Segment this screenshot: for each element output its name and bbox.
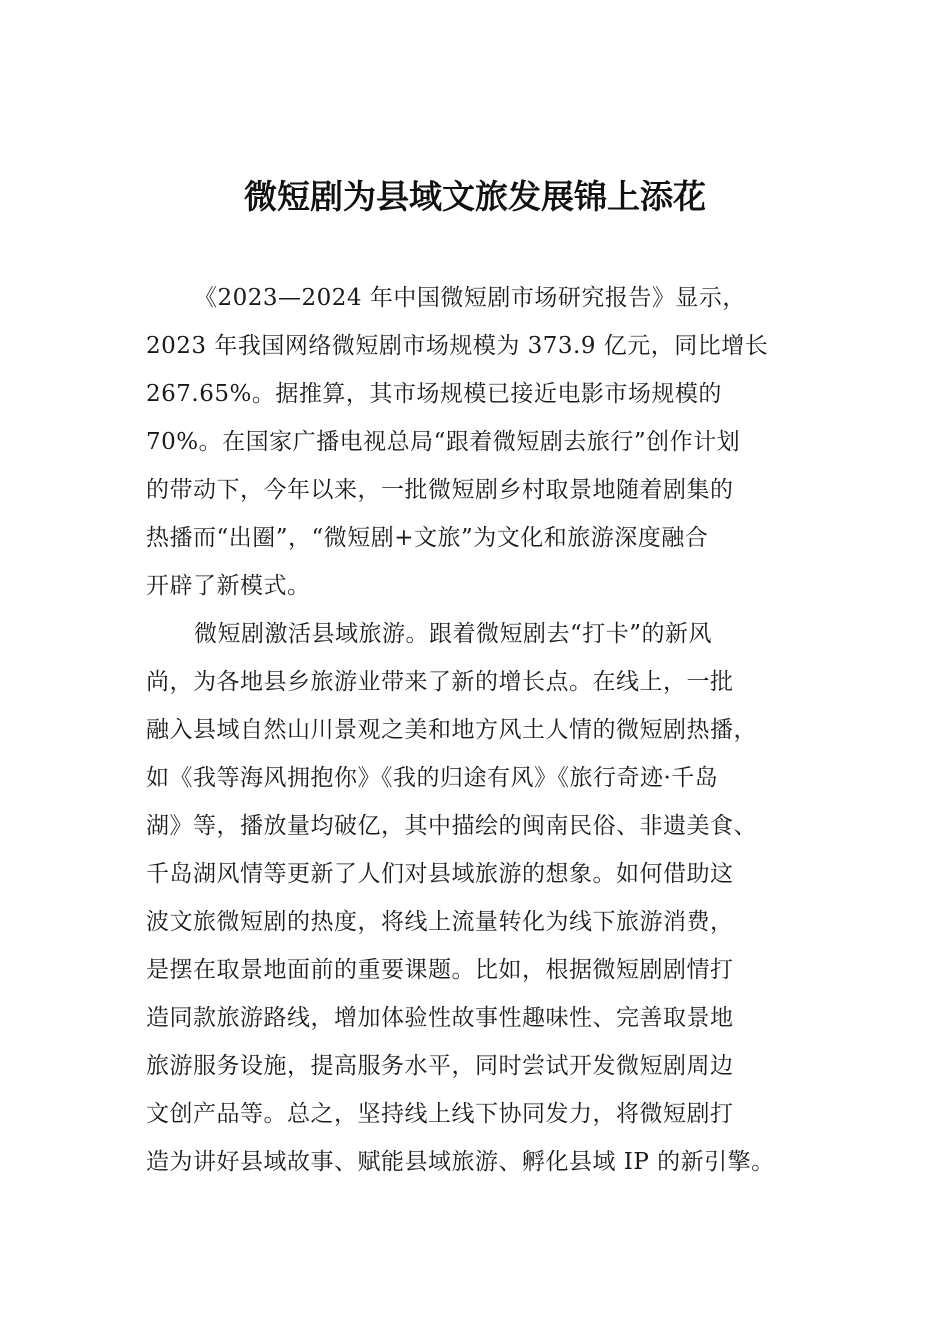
document-title: 微短剧为县域文旅发展锦上添花 (244, 177, 706, 216)
text-line: 文创产品等。总之，坚持线上线下协同发力，将微短剧打 (146, 1101, 734, 1127)
text-line: 湖》等，播放量均破亿，其中描绘的闽南民俗、非遗美食、 (146, 813, 757, 839)
text-line: 造同款旅游路线，增加体验性故事性趣味性、完善取景地 (146, 1005, 734, 1031)
text-line: 的带动下，今年以来，一批微短剧乡村取景地随着剧集的 (146, 477, 734, 503)
text-line: 尚，为各地县乡旅游业带来了新的增长点。在线上，一批 (146, 669, 734, 695)
text-line: 波文旅微短剧的热度，将线上流量转化为线下旅游消费， (146, 909, 734, 935)
text-line: 2023 年我国网络微短剧市场规模为 373.9 亿元，同比增长 (146, 333, 769, 359)
text-line: 造为讲好县域故事、赋能县域旅游、孵化县域 IP 的新引擎。 (146, 1149, 775, 1175)
text-line: 融入县域自然山川景观之美和地方风土人情的微短剧热播， (146, 717, 757, 743)
text-line: 267.65%。据推算，其市场规模已接近电影市场规模的 (146, 381, 722, 407)
text-line: 70%。在国家广播电视总局“跟着微短剧去旅行”创作计划 (146, 429, 741, 455)
text-line: 开辟了新模式。 (146, 573, 311, 599)
text-line: 是摆在取景地面前的重要课题。比如，根据微短剧剧情打 (146, 957, 734, 983)
text-line: 热播而“出圈”，“微短剧+文旅”为文化和旅游深度融合 (146, 525, 709, 551)
text-line: 微短剧激活县域旅游。跟着微短剧去“打卡”的新风 (194, 621, 713, 647)
text-line: 《2023—2024 年中国微短剧市场研究报告》显示， (194, 285, 746, 311)
text-line: 如《我等海风拥抱你》《我的归途有风》《旅行奇迹·千岛 (146, 765, 719, 791)
document-body (146, 274, 810, 1186)
text-line: 旅游服务设施，提高服务水平，同时尝试开发微短剧周边 (146, 1053, 734, 1079)
text-line: 千岛湖风情等更新了人们对县域旅游的想象。如何借助这 (146, 861, 734, 887)
